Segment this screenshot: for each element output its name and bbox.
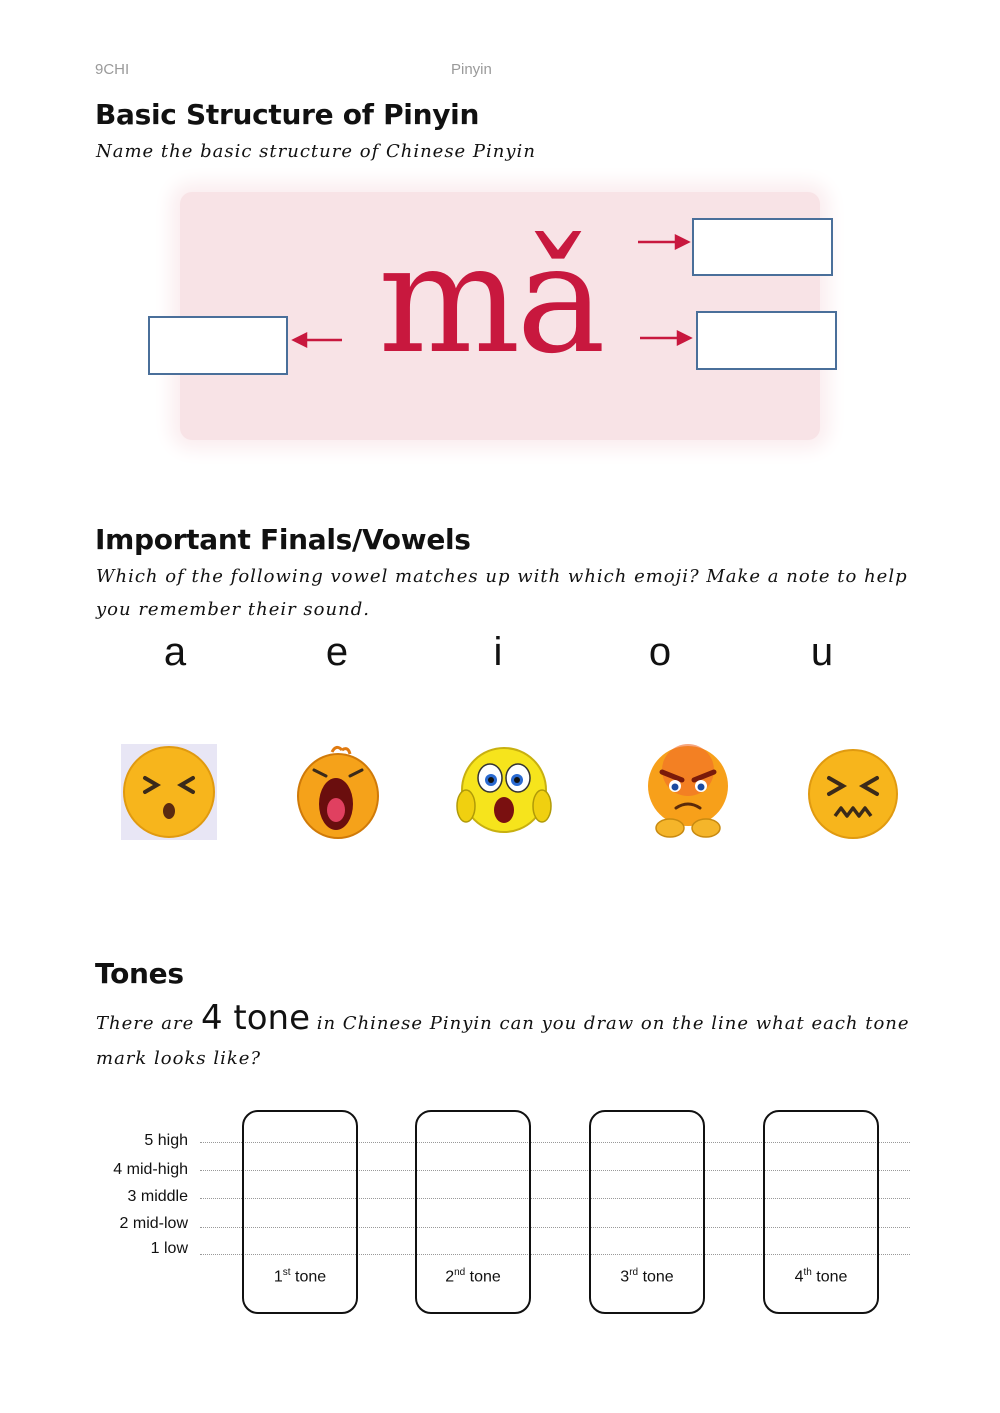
section-title-tones: Tones <box>95 957 184 990</box>
header-subject: Pinyin <box>451 61 492 78</box>
level-label-2: 2 mid-low <box>119 1215 188 1232</box>
answer-box-final[interactable] <box>696 311 837 370</box>
instruction-tones-prefix: There are <box>96 1013 195 1034</box>
vowel-o: o <box>648 630 672 674</box>
level-label-3: 3 middle <box>127 1188 188 1205</box>
vowel-e: e <box>325 630 349 674</box>
instruction-tones-line2: mark looks like? <box>96 1048 262 1069</box>
instruction-vowels-line2: you remember their sound. <box>96 599 370 620</box>
tone-label-4: 4th tone <box>794 1266 848 1285</box>
section-title-vowels: Important Finals/Vowels <box>95 523 471 556</box>
answer-box-tone[interactable] <box>692 218 833 276</box>
section-title-structure: Basic Structure of Pinyin <box>95 98 480 131</box>
tone-label-3: 3rd tone <box>620 1266 674 1285</box>
tone-box-4[interactable] <box>763 1110 879 1314</box>
answer-box-initial[interactable] <box>148 316 288 375</box>
tone-box-1[interactable] <box>242 1110 358 1314</box>
arrow-final-head <box>678 332 690 344</box>
instruction-tones-suffix: in Chinese Pinyin can you draw on the line what each tone <box>316 1013 910 1034</box>
tone-box-2[interactable] <box>415 1110 531 1314</box>
vowel-a: a <box>163 630 187 674</box>
tone-box-3[interactable] <box>589 1110 705 1314</box>
instruction-structure: Name the basic structure of Chinese Pinyin <box>96 141 536 162</box>
level-label-4: 4 mid-high <box>113 1161 188 1178</box>
level-label-1: 1 low <box>150 1240 188 1257</box>
shocked-face-icon <box>456 744 552 840</box>
persevering-face-icon <box>121 744 217 840</box>
instruction-tones-line1 <box>96 998 910 1038</box>
vowel-i: i <box>493 630 503 674</box>
arrow-initial-head <box>294 334 306 346</box>
tone-label-1: 1st tone <box>273 1266 327 1285</box>
screaming-face-icon <box>290 744 386 840</box>
level-label-5: 5 high <box>144 1132 188 1149</box>
arrow-tone-head <box>676 236 688 248</box>
confounded-face-icon <box>805 744 901 840</box>
tone-label-2: 2nd tone <box>445 1266 501 1285</box>
structure-arrows <box>0 0 1000 450</box>
instruction-vowels-line1: Which of the following vowel matches up with which emoji? Make a note to help <box>96 566 908 587</box>
pinyin-word: mǎ <box>378 213 602 387</box>
header-course-code: 9CHI <box>95 61 130 78</box>
vowel-u: u <box>810 630 834 674</box>
instruction-tones-highlight: 4 tone <box>200 998 310 1038</box>
angry-face-icon <box>640 744 736 840</box>
